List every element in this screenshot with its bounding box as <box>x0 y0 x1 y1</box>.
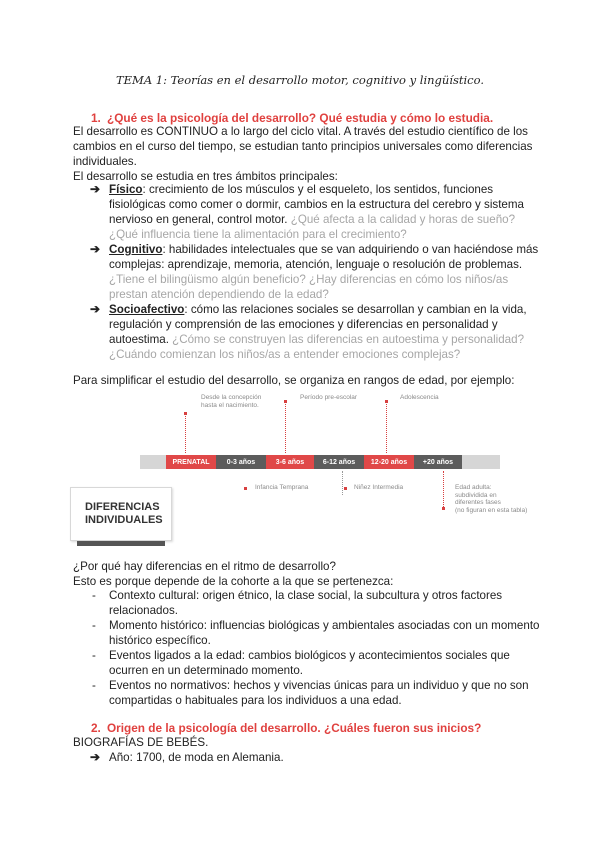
label-top-3: Adolescencia <box>400 394 439 401</box>
list-item: Eventos ligados a la edad: cambios biológicos y acontecimientos sociales que <box>109 649 510 662</box>
segment-prenatal: PRENATAL <box>166 455 216 469</box>
paragraph-line: individuales. <box>73 155 137 168</box>
list-item: Año: 1700, de moda en Alemania. <box>109 751 284 764</box>
arrow-bullet-icon: ➔ <box>90 182 101 196</box>
dash-bullet: - <box>92 649 96 662</box>
connector-dot <box>184 412 187 415</box>
list-item-cont: ocurren en un determinado momento. <box>109 664 303 677</box>
segment-12-20: 12-20 años <box>364 455 414 469</box>
paragraph-line: cambios en el curso del tiempo, se estudian tanto principios universales como diferencias <box>73 140 533 153</box>
label-top-2: Período pre-escolar <box>300 394 358 401</box>
paragraph-line: El desarrollo se estudia en tres ámbitos principales: <box>73 170 338 183</box>
page-title: TEMA 1: Teorías en el desarrollo motor, cognitivo y lingüístico. <box>115 73 484 87</box>
domain-socioafectivo: Socioafectivo: cómo las relaciones sociales se desarrollan y cambian en la vida, <box>109 303 527 316</box>
connector-dot <box>385 400 388 403</box>
connector-line <box>285 401 286 453</box>
segment-0-3: 0-3 años <box>216 455 266 469</box>
box-underline <box>77 541 165 546</box>
connector-line <box>185 413 186 453</box>
arrow-bullet-icon: ➔ <box>90 302 101 316</box>
list-item-cont: histórico específico. <box>109 634 211 647</box>
connector-dot <box>244 487 247 490</box>
paragraph-line: Esto es porque depende de la cohorte a la que se pertenezca: <box>73 575 394 588</box>
domain-fisico: Físico: crecimiento de los músculos y el esqueleto, los sentidos, funciones <box>109 183 494 196</box>
question-line: prestan atención dependiendo de la edad? <box>109 288 329 301</box>
segment-20-plus: +20 años <box>414 455 462 469</box>
paragraph-line: Para simplificar el estudio del desarrollo, se organiza en rangos de edad, por ejemplo: <box>73 374 515 387</box>
label-top-1: Desde la concepción hasta el nacimiento. <box>201 394 262 409</box>
section2-heading: Origen de la psicología del desarrollo. ¿Cuáles fueron sus inicios? <box>107 721 482 735</box>
age-range-timeline <box>70 389 530 549</box>
section1-heading: ¿Qué es la psicología del desarrollo? Qué estudia y cómo lo estudia. <box>107 111 494 125</box>
list-item-cont: relacionados. <box>109 604 178 617</box>
arrow-bullet-icon: ➔ <box>90 242 101 256</box>
list-item: Contexto cultural: origen étnico, la clase social, la subcultura y otros factores <box>109 589 503 602</box>
paragraph-line: ¿Por qué hay diferencias en el ritmo de desarrollo? <box>73 560 336 573</box>
paragraph-line: complejas: aprendizaje, memoria, atención, lenguaje o resolución de problemas. <box>109 258 523 271</box>
list-item: Momento histórico: influencias biológicas y ambientales asociadas con un momento <box>109 619 540 632</box>
label-bottom-2: Niñez Intermedia <box>354 484 404 491</box>
diferencias-individuales-box <box>70 487 172 541</box>
question-line: ¿Tiene el bilingüismo algún beneficio? ¿Hay diferencias en cómo los niños/as <box>109 273 509 286</box>
paragraph-line: fisiológicas como comer o dormir, cambios en la estructura del cerebro y sistema <box>109 198 524 211</box>
label-bottom-1: Infancia Temprana <box>255 484 309 491</box>
segment-3-6: 3-6 años <box>266 455 314 469</box>
section2-number: 2. <box>91 721 101 735</box>
connector-line <box>386 401 387 453</box>
connector-dot <box>344 487 347 490</box>
list-item: Eventos no normativos: hechos y vivencias únicas para un individuo y que no son <box>109 679 529 692</box>
connector-dot <box>442 507 445 510</box>
label-bottom-3: Edad adulta: subdividida en diferentes fases (no figuran en esta tabla) <box>455 484 528 514</box>
connector-line <box>342 471 343 495</box>
question-line: ¿Cuándo comienzan los niños/as a entender emociones complejas? <box>109 348 461 361</box>
dash-bullet: - <box>92 619 96 632</box>
connector-line <box>443 471 444 507</box>
domain-cognitivo: Cognitivo: habilidades intelectuales que se van adquiriendo o van haciéndose más <box>109 243 539 256</box>
paragraph-line: autoestima. ¿Cómo se construyen las diferencias en autoestima y personalidad? <box>109 333 525 346</box>
segment-6-12: 6-12 años <box>314 455 364 469</box>
paragraph-line: El desarrollo es CONTINUO a lo largo del ciclo vital. A través del estudio científico de los <box>73 125 528 138</box>
box-label-line: INDIVIDUALES <box>85 514 163 526</box>
arrow-bullet-icon: ➔ <box>90 750 101 764</box>
connector-dot <box>284 400 287 403</box>
dash-bullet: - <box>92 589 96 602</box>
dash-bullet: - <box>92 679 96 692</box>
list-item-cont: compartidas o habituales para los individuos a una edad. <box>109 694 402 707</box>
question-line: ¿Qué influencia tiene la alimentación para el crecimiento? <box>109 228 407 241</box>
paragraph-line: nervioso en general, control motor. ¿Qué afecta a la calidad y horas de sueño? <box>109 213 516 226</box>
section1-number: 1. <box>91 111 101 125</box>
paragraph-line: BIOGRAFÍAS DE BEBÉS. <box>73 736 209 749</box>
box-label-line: DIFERENCIAS <box>85 501 160 513</box>
paragraph-line: regulación y comprensión de las emociones y diferencias en personalidad y <box>109 318 498 331</box>
